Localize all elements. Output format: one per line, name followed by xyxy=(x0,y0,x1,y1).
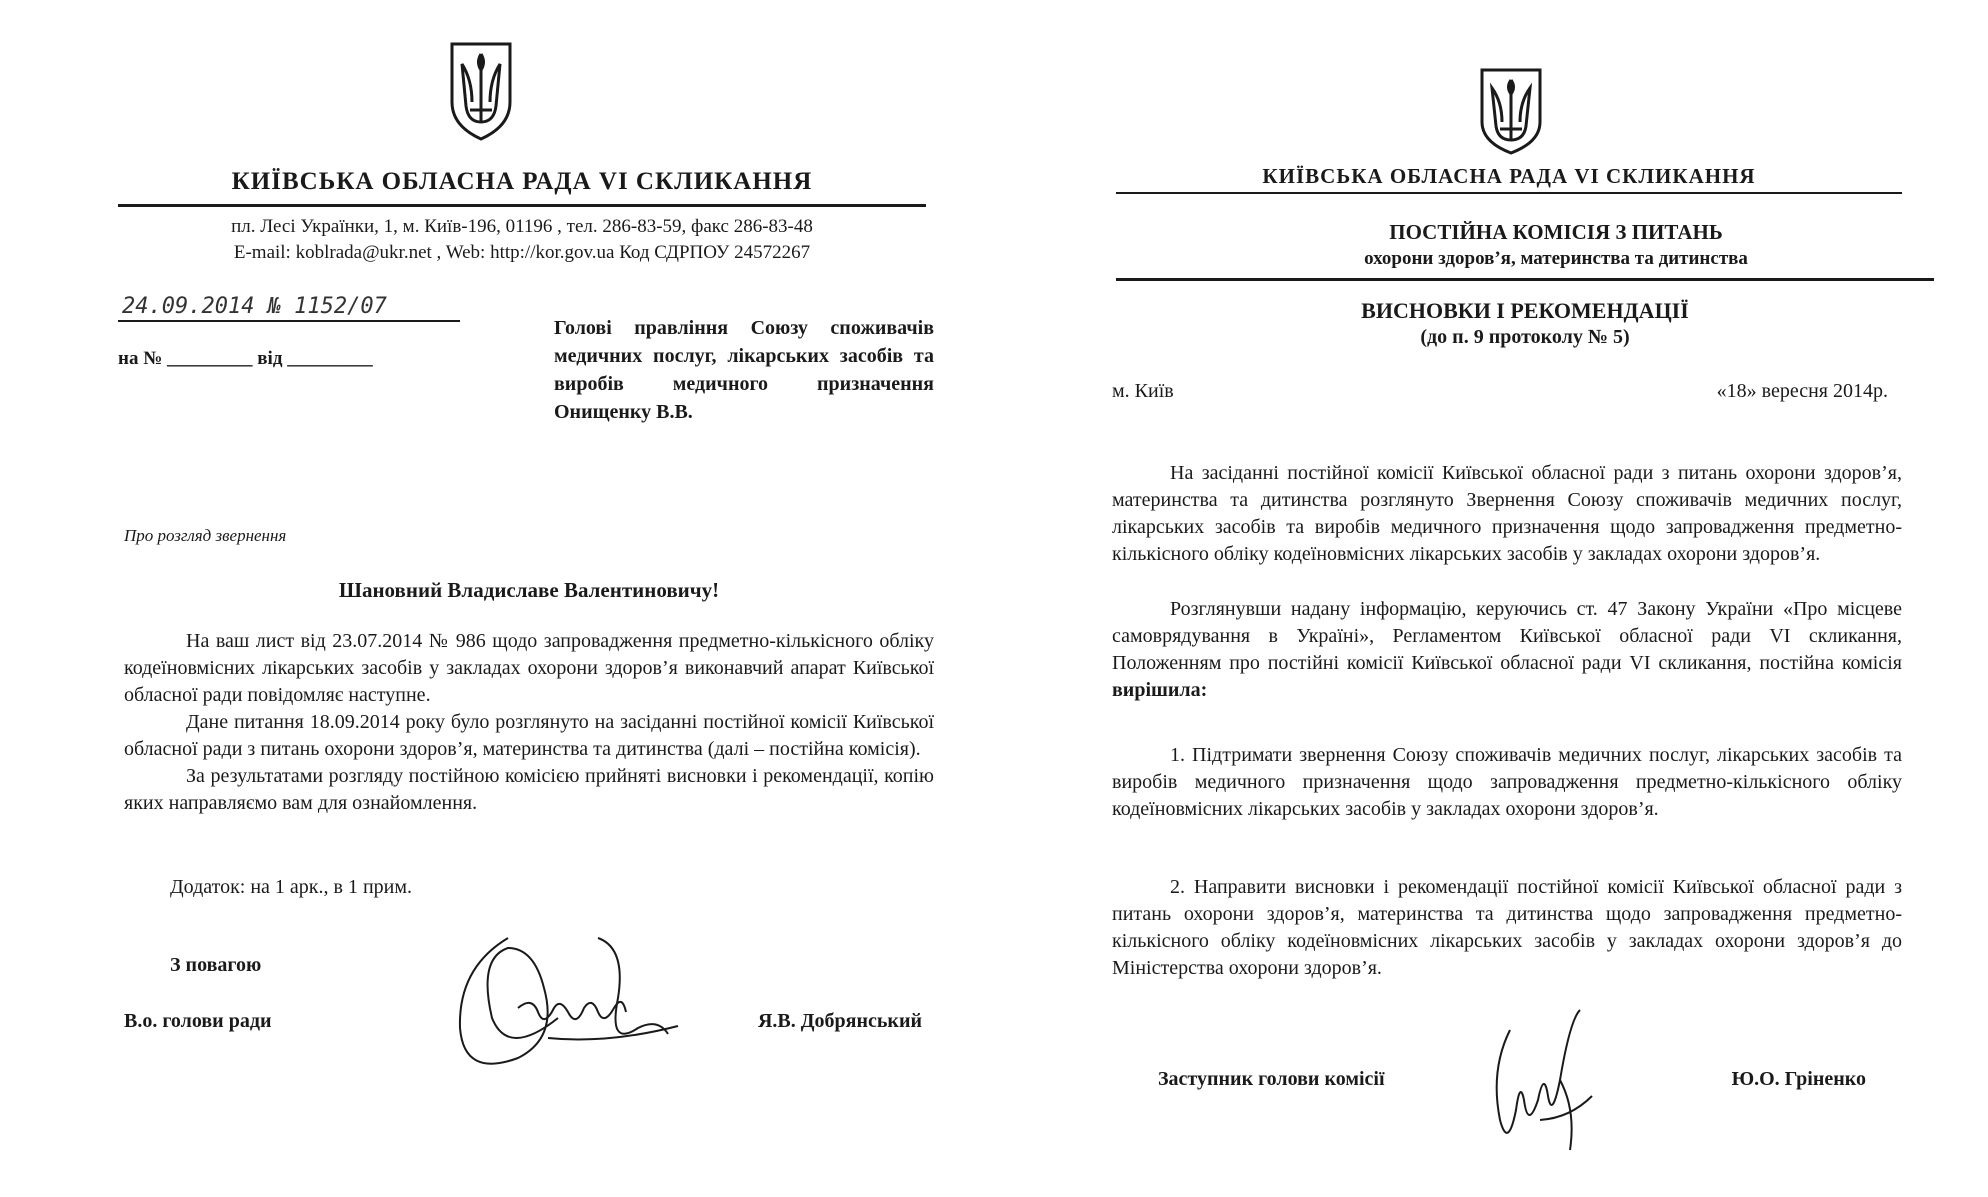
outgoing-reference: 24.09.2014 № 1152/07 xyxy=(122,294,387,319)
conclusion-paragraph-1: На засіданні постійної комісії Київської обласної ради з питань охорони здоров’я, материнства та дитинства розглянуто Звернення Союзу споживачів медичних послуг, лікарських засобів та виробів медичного призначення щодо запровадження предметно-кількісного обліку кодеїновмісних лікарських засобів у закладах охорони здоров’я. xyxy=(1112,462,1902,565)
decision-item-1: 1. Підтримати звернення Союзу споживачів медичних послуг, лікарських засобів та виробів медичного призначення щодо запровадження предметно-кількісного обліку кодеїновмісних лікарських засобів у закладах охорони здоров’я. xyxy=(1112,744,1902,820)
commission-subtitle: охорони здоров’я, материнства та дитинства xyxy=(1364,248,1748,269)
signer-name: Я.В. Добрянський xyxy=(757,1010,922,1032)
outgoing-ref-underline xyxy=(118,320,460,322)
commission-title: ПОСТІЙНА КОМІСІЯ З ПИТАНЬ xyxy=(1389,220,1723,244)
trident-emblem-icon xyxy=(448,40,514,142)
body-paragraph: На ваш лист від 23.07.2014 № 986 щодо запровадження предметно-кількісного обліку кодеїновмісних лікарських засобів у закладах охорони здоров’я виконавчий апарат Київської обласної ради повідомляє наступне. xyxy=(124,630,934,706)
org-title: КИЇВСЬКА ОБЛАСНА РАДА VI СКЛИКАННЯ xyxy=(1262,164,1756,188)
date: «18» вересня 2014р. xyxy=(1716,380,1888,402)
address-line: пл. Лесі Українки, 1, м. Київ-196, 01196 , тел. 286-83-59, факс 286-83-48 xyxy=(231,216,813,237)
header-rule xyxy=(1116,192,1902,194)
header-rule xyxy=(118,204,926,207)
reference-label: на № _________ від _________ xyxy=(118,348,373,369)
commission-rule xyxy=(1116,278,1934,281)
signer-name: Ю.О. Гріненко xyxy=(1731,1068,1866,1090)
org-title: КИЇВСЬКА ОБЛАСНА РАДА VI СКЛИКАННЯ xyxy=(231,168,813,195)
contact-line: E-mail: koblrada@ukr.net , Web: http://kor.gov.ua Код СДРПОУ 24572267 xyxy=(233,242,811,263)
city: м. Київ xyxy=(1112,380,1174,402)
letter-body xyxy=(124,628,934,817)
decision-item-2: 2. Направити висновки і рекомендації постійної комісії Київської обласної ради з питань охорони здоров’я, материнства та дитинства щодо запровадження предметно-кількісного обліку кодеїновмісних лікарських засобів у закладах охорони здоров’я до Міністерства охорони здоров’я. xyxy=(1112,876,1902,979)
body-paragraph: За результатами розгляду постійною комісією прийняті висновки і рекомендації, копію яких направляємо вам для ознайомлення. xyxy=(124,765,934,814)
addressee: Голові правління Союзу споживачів медичних послуг, лікарських засобів та виробів медичного призначення Онищенку В.В. xyxy=(554,317,934,423)
paragraph-2-text: Розглянувши надану інформацію, керуючись ст. 47 Закону України «Про місцеве самоврядування в Україні», Регламентом Київської обласної ради VI скликання, Положенням про постійні комісії Київської обласної ради VI скликання, постійна комісія xyxy=(1112,598,1902,674)
salutation: Шановний Владиславе Валентиновичу! xyxy=(338,578,720,602)
trident-emblem-icon xyxy=(1478,66,1544,156)
body-paragraph: Дане питання 18.09.2014 року було розглянуто на засіданні постійної комісії Київської обласної ради з питань охорони здоров’я, материнства та дитинства (далі – постійна комісія). xyxy=(124,711,934,760)
attachment-note: Додаток: на 1 арк., в 1 прим. xyxy=(170,876,413,898)
document-title: ВИСНОВКИ І РЕКОМЕНДАЦІЇ xyxy=(1361,298,1689,323)
conclusion-paragraph-2 xyxy=(1112,596,1902,704)
signature-icon xyxy=(448,908,688,1088)
signature-icon xyxy=(1480,1000,1610,1160)
subject-line: Про розгляд звернення xyxy=(124,526,287,545)
decided-keyword: вирішила: xyxy=(1112,679,1208,701)
document-subtitle: (до п. 9 протоколу № 5) xyxy=(1420,326,1630,348)
regards: З повагою xyxy=(170,954,262,976)
signer-title: Заступник голови комісії xyxy=(1158,1068,1385,1090)
signer-title: В.о. голови ради xyxy=(124,1010,272,1032)
